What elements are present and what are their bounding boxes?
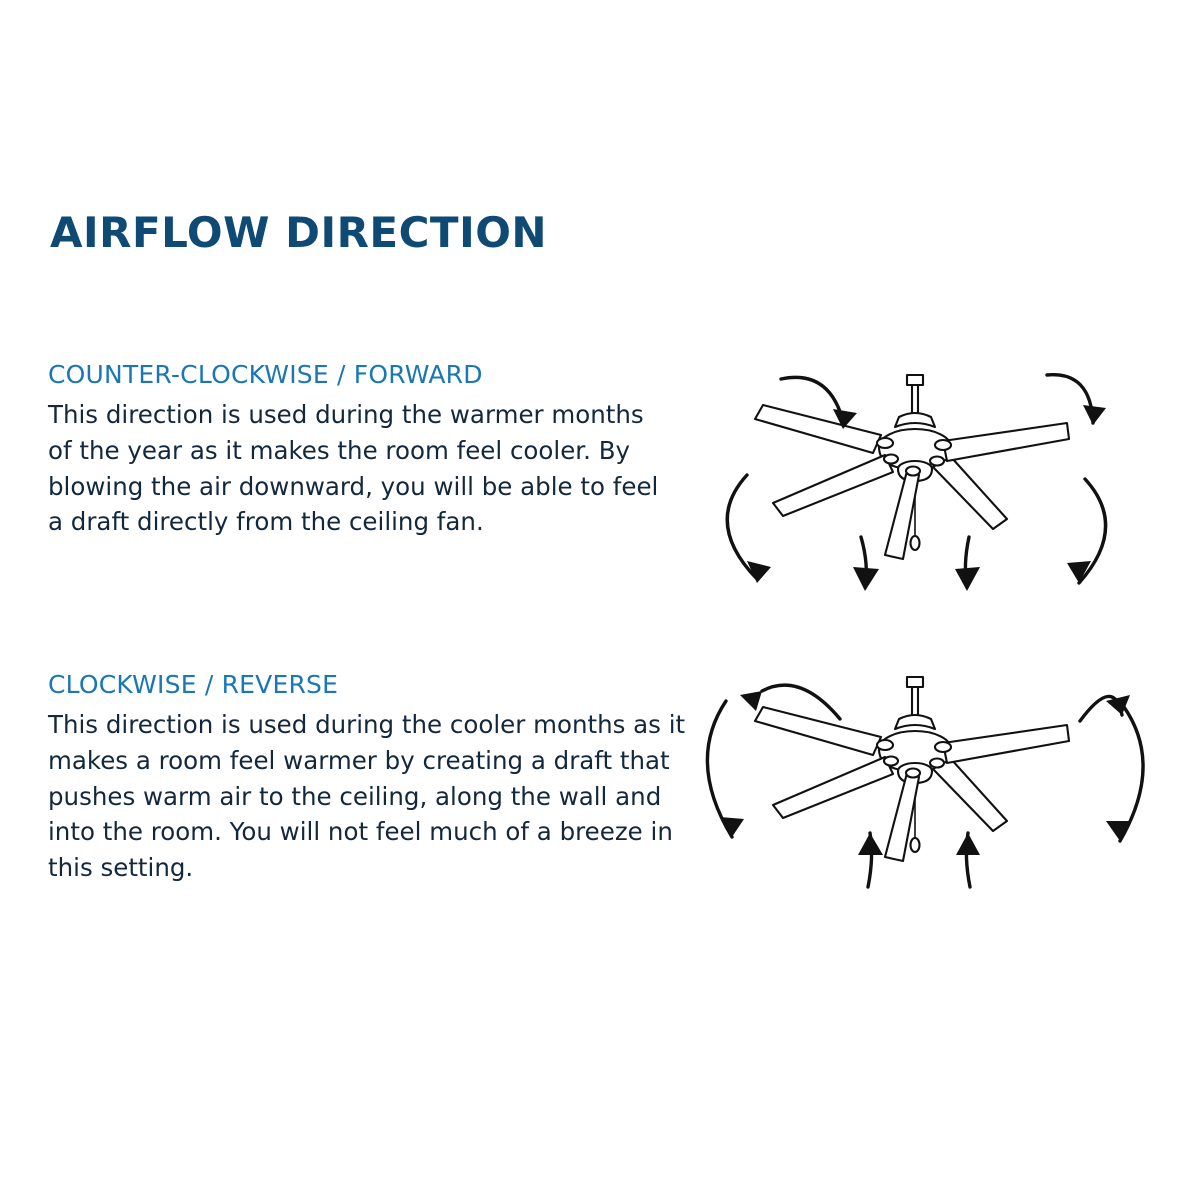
ceiling-fan-downward-airflow-diagram <box>685 355 1145 615</box>
section-clockwise <box>48 670 688 886</box>
ceiling-fan-upward-airflow-diagram <box>680 655 1150 915</box>
page-title: AIRFLOW DIRECTION <box>50 208 548 257</box>
section-heading-clockwise: CLOCKWISE / REVERSE <box>48 670 339 699</box>
section-body-counter-clockwise: This direction is used during the warmer months of the year as it makes the room feel cooler. By blowing the air downward, you will be able to feel a draft directly from the ceiling fan. <box>48 400 659 537</box>
section-counter-clockwise <box>48 360 688 540</box>
section-body-clockwise: This direction is used during the cooler months as it makes a room feel warmer by creating a draft that pushes warm air to the ceiling, along the wall and into the room. You will not feel much of a breeze in this setting. <box>48 710 686 883</box>
section-heading-counter-clockwise: COUNTER-CLOCKWISE / FORWARD <box>48 360 483 389</box>
